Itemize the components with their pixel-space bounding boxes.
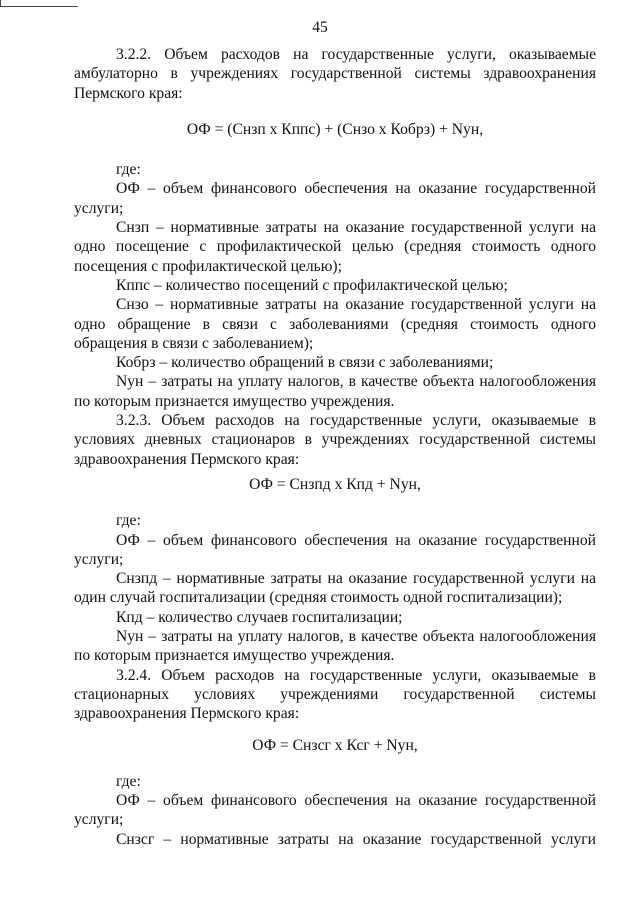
section-322-def-nun: Nун – затраты на уплату налогов, в качестве объекта налогообложения по которым признается имущество учреждения. xyxy=(74,373,596,410)
section-322-formula: ОФ = (Снзп х Кппс) + (Снзо х Кобрз) + Nун, xyxy=(186,120,484,138)
section-323-def-snzpd: Снзпд – нормативные затраты на оказание государственной услуги на один случай госпитализации (средняя стоимость одной госпитализации); xyxy=(74,570,596,607)
section-324-formula: ОФ = Снзсг х Ксг + Nун, xyxy=(252,736,418,754)
section-323-where: где: xyxy=(116,512,141,530)
section-323-intro: 3.2.3. Объем расходов на государственные услуги, оказываемые в условиях дневных стационаров в учреждениях государственной системы здравоохранения Пермского края: xyxy=(74,412,596,468)
section-323-def-nun: Nун – затраты на уплату налогов, в качестве объекта налогообложения по которым признается имущество учреждения. xyxy=(74,628,596,665)
section-322-def-snzo: Снзо – нормативные затраты на оказание государственной услуги на одно обращение в связи с заболеваниями (средняя стоимость одного обращения в связи с заболеванием); xyxy=(74,296,596,352)
section-324-def-snzsg: Снзсг – нормативные затраты на оказание государственной услуги xyxy=(116,830,596,848)
section-322-def-kobrz: Кобрз – количество обращений в связи с заболеваниями; xyxy=(116,354,494,372)
section-322-where: где: xyxy=(116,161,141,179)
section-323-def-of: ОФ – объем финансового обеспечения на оказание государственной услуги; xyxy=(74,531,596,568)
section-322-def-kpps: Кппс – количество посещений с профилактической целью; xyxy=(116,276,508,294)
section-322-def-of: ОФ – объем финансового обеспечения на оказание государственной услуги; xyxy=(74,180,596,217)
page-number: 45 xyxy=(312,19,328,36)
section-324-def-of: ОФ – объем финансового обеспечения на оказание государственной услуги; xyxy=(74,792,596,829)
section-323-def-kpd: Кпд – количество случаев госпитализации; xyxy=(116,608,403,626)
section-322-intro: 3.2.2. Объем расходов на государственные услуги, оказываемые амбулаторно в учреждениях государственной системы здравоохранения Пермского края: xyxy=(74,46,596,102)
document-body xyxy=(74,45,596,849)
section-323-formula: ОФ = Снзпд х Кпд + Nун, xyxy=(249,475,421,493)
section-322-def-snzp: Снзп – нормативные затраты на оказание государственной услуги на одно посещение с профилактической целью (средняя стоимость одного посещения с профилактической целью); xyxy=(74,219,596,275)
section-324-where: где: xyxy=(116,772,141,790)
section-324-intro: 3.2.4. Объем расходов на государственные услуги, оказываемые в стационарных условиях учреждениями государственной системы здравоохранения Пермского края: xyxy=(74,666,596,723)
scan-corner-mark xyxy=(0,0,78,7)
